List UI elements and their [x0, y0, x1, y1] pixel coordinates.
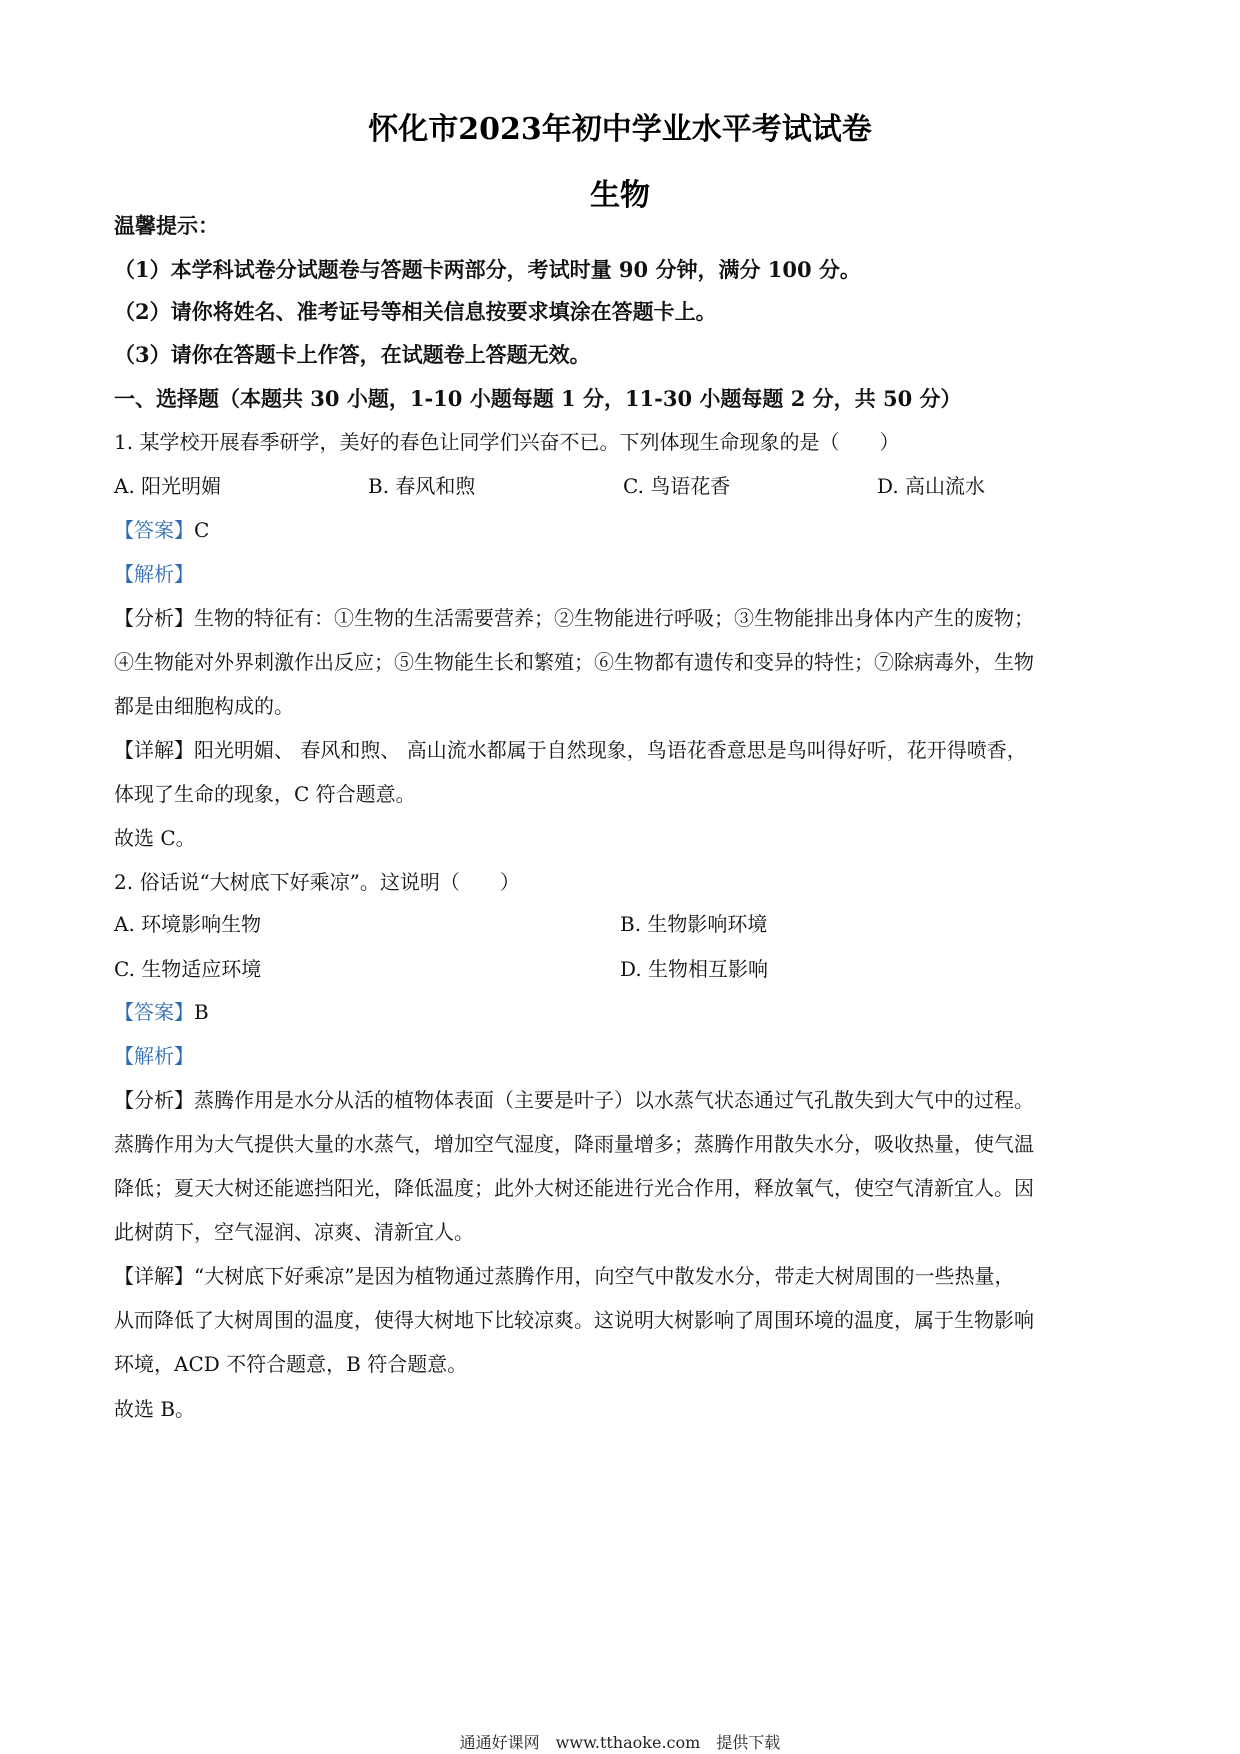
tip-1: （1）本学科试卷分试题卷与答题卡两部分，考试时量 90 分钟，满分 100 分。	[114, 257, 861, 282]
analysis-text: 生物的特征有：①生物的生活需要营养；②生物能进行呼吸；③生物能排出身体内产生的废物；	[194, 606, 1034, 630]
subject-title: 生物	[590, 178, 650, 213]
q2-detail-line-1	[114, 1262, 1134, 1290]
q1-detail-line-1	[114, 736, 1134, 764]
q1-detail-line-2: 体现了生命的现象，C 符合题意。	[114, 782, 416, 806]
section-heading: 一、选择题（本题共 30 小题，1-10 小题每题 1 分，11-30 小题每题 2 分，共 50 分）	[114, 386, 962, 411]
tip-2: （2）请你将姓名、准考证号等相关信息按要求填涂在答题卡上。	[114, 299, 717, 324]
q2-answer-line	[114, 998, 1134, 1026]
q2-option-c: C. 生物适应环境	[114, 957, 262, 981]
q2-answer: B	[194, 1000, 209, 1024]
tip-3: （3）请你在答题卡上作答，在试题卷上答题无效。	[114, 342, 591, 367]
detail-label: 【详解】	[114, 1264, 194, 1288]
detail-text: 阳光明媚、 春风和煦、 高山流水都属于自然现象，鸟语花香意思是鸟叫得好听，花开得喷香，	[194, 738, 1027, 762]
analysis-label: 【分析】	[114, 1088, 194, 1112]
q2-analysis-line-3: 降低；夏天大树还能遮挡阳光，降低温度；此外大树还能进行光合作用，释放氧气，使空气清新宜人。因	[114, 1176, 1034, 1200]
analysis-text: 蒸腾作用是水分从活的植物体表面（主要是叶子）以水蒸气状态通过气孔散失到大气中的过程。	[194, 1088, 1034, 1112]
q1-answer: C	[194, 518, 210, 542]
q1-option-c: C. 鸟语花香	[623, 474, 731, 498]
q2-detail-line-3: 环境，ACD 不符合题意，B 符合题意。	[114, 1352, 468, 1376]
footer-watermark: 通通好课网 www.tthaoke.com 提供下载	[459, 1733, 781, 1752]
q2-option-b: B. 生物影响环境	[620, 912, 768, 936]
q2-analysis-line-4: 此树荫下，空气湿润、凉爽、清新宜人。	[114, 1220, 474, 1244]
q1-jiexi-label: 【解析】	[114, 562, 194, 586]
tips-heading: 温馨提示：	[114, 213, 219, 238]
q1-option-b: B. 春风和煦	[368, 474, 476, 498]
detail-label: 【详解】	[114, 738, 194, 762]
q1-stem: 1. 某学校开展春季研学，美好的春色让同学们兴奋不已。下列体现生命现象的是（ ）	[114, 430, 900, 454]
q1-analysis-line-2: ④生物能对外界刺激作出反应；⑤生物能生长和繁殖；⑥生物都有遗传和变异的特性；⑦除病毒外，生物	[114, 650, 1034, 674]
q2-stem: 2. 俗话说“大树底下好乘凉”。这说明（ ）	[114, 870, 520, 894]
detail-text: “大树底下好乘凉”是因为植物通过蒸腾作用，向空气中散发水分，带走大树周围的一些热量，	[194, 1264, 1015, 1288]
q1-answer-line	[114, 516, 1134, 544]
q2-detail-line-2: 从而降低了大树周围的温度，使得大树地下比较凉爽。这说明大树影响了周围环境的温度，属于生物影响	[114, 1308, 1034, 1332]
q1-analysis-line-1	[114, 604, 1134, 632]
q1-analysis-line-3: 都是由细胞构成的。	[114, 694, 294, 718]
exam-title: 怀化市2023年初中学业水平考试试卷	[368, 112, 872, 147]
q1-conclusion: 故选 C。	[114, 826, 196, 850]
q2-jiexi-label: 【解析】	[114, 1044, 194, 1068]
q2-option-d: D. 生物相互影响	[620, 957, 769, 981]
answer-label: 【答案】	[114, 1000, 194, 1024]
q2-option-a: A. 环境影响生物	[114, 912, 262, 936]
q2-analysis-line-1	[114, 1086, 1134, 1114]
analysis-label: 【分析】	[114, 606, 194, 630]
q1-option-a: A. 阳光明媚	[114, 474, 222, 498]
answer-label: 【答案】	[114, 518, 194, 542]
q2-analysis-line-2: 蒸腾作用为大气提供大量的水蒸气，增加空气湿度，降雨量增多；蒸腾作用散失水分，吸收热量，使气温	[114, 1132, 1034, 1156]
q2-conclusion: 故选 B。	[114, 1397, 196, 1421]
q1-option-d: D. 高山流水	[877, 474, 986, 498]
